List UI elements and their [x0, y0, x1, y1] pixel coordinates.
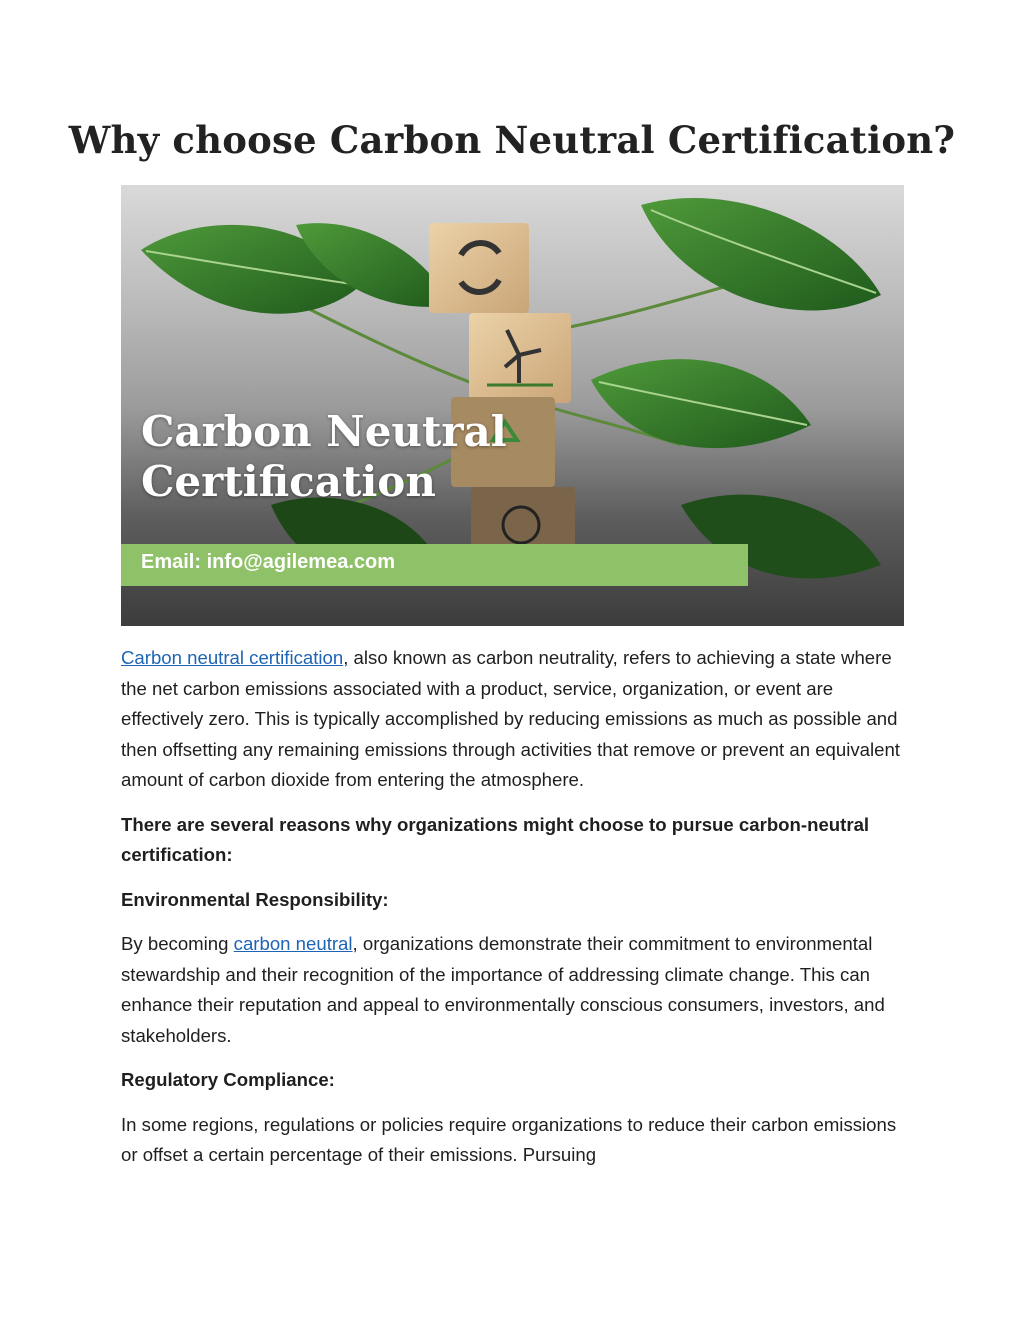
regulatory-heading: Regulatory Compliance: — [121, 1069, 335, 1090]
hero-image — [121, 185, 904, 626]
carbon-neutral-certification-link[interactable]: Carbon neutral certification — [121, 647, 344, 668]
carbon-neutral-link[interactable]: carbon neutral — [233, 933, 353, 954]
email-text: Email: info@agilemea.com — [141, 551, 396, 573]
leaf-top-right — [641, 198, 881, 310]
intro-paragraph — [121, 643, 904, 796]
environmental-paragraph — [121, 929, 904, 1051]
hero-heading-line2: Certification — [141, 457, 436, 506]
leaf-right-mid — [591, 359, 811, 448]
regulatory-paragraph: In some regions, regulations or policies require organizations to reduce their carbon emissions or offset a certain percentage of their emissions. Pursuing — [121, 1113, 897, 1165]
cube-recycle — [429, 223, 529, 313]
environmental-text-after: , organizations demonstrate their commitment to environmental stewardship and their recognition of the importance of addressing climate change. This can enhance their reputation and appeal to environmentally conscious consumers, investors, and stakeholders. — [121, 933, 885, 1046]
email-banner — [121, 544, 748, 586]
reasons-heading: There are several reasons why organizations might choose to pursue carbon-neutral certification: — [121, 813, 870, 865]
environmental-heading: Environmental Responsibility: — [121, 888, 389, 910]
intro-text: , also known as carbon neutrality, refers to achieving a state where the net carbon emissions associated with a product, service, organization, or event are effectively zero. This is typically accomplished by reducing emissions as much as possible and then offsetting any remaining emissions through activities that remove or prevent an equivalent amount of carbon dioxide from entering the atmosphere. — [121, 647, 900, 790]
cube-wind-turbine — [469, 313, 571, 403]
article-body — [121, 643, 904, 1185]
page-title: Why choose Carbon Neutral Certification? — [68, 118, 956, 162]
hero-heading — [141, 407, 507, 507]
environmental-text-before: By becoming — [121, 933, 234, 954]
hero-heading-line1: Carbon Neutral — [141, 407, 507, 456]
